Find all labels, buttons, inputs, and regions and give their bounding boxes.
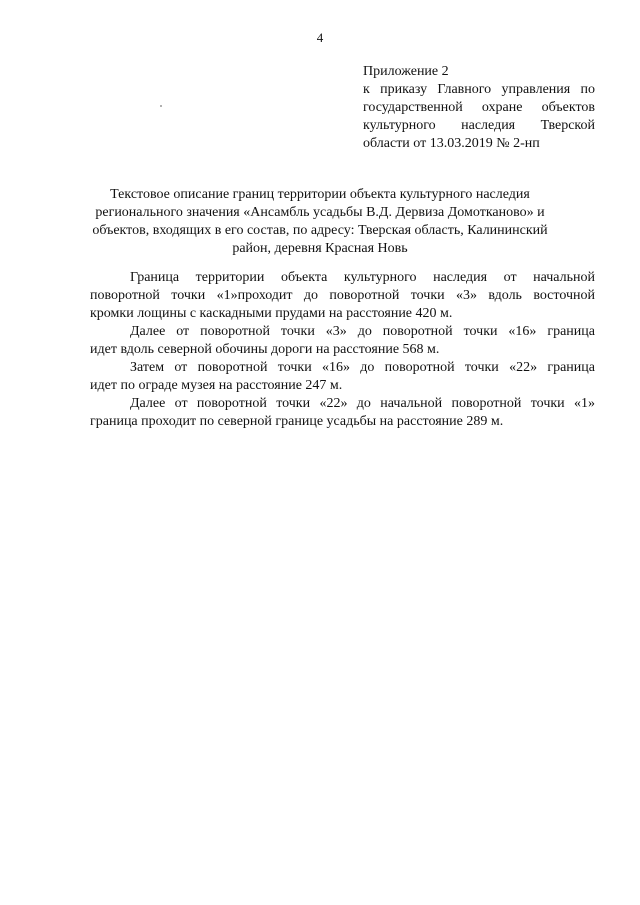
heading-line: район, деревня Красная Новь: [232, 241, 408, 256]
scan-speck: [160, 105, 162, 107]
paragraph-line: поворотной точки «1»проходит до поворотной точки «3» вдоль восточной: [90, 288, 595, 303]
appendix-line: культурного наследия Тверской: [363, 118, 595, 133]
paragraph: [90, 395, 595, 431]
paragraph-line: Граница территории объекта культурного наследия от начальной: [130, 270, 595, 285]
paragraph-line: идет вдоль северной обочины дороги на расстояние 568 м.: [90, 342, 440, 357]
heading-line: регионального значения «Ансамбль усадьбы В.Д. Дервиза Домотканово» и: [95, 205, 545, 220]
heading-line: объектов, входящих в его состав, по адресу: Тверская область, Калининский: [92, 223, 548, 238]
paragraph-line: Далее от поворотной точки «3» до поворотной точки «16» граница: [130, 324, 595, 339]
appendix-line: области от 13.03.2019 № 2-нп: [363, 136, 540, 151]
document-body: [90, 269, 595, 431]
paragraph-line: Далее от поворотной точки «22» до начальной поворотной точки «1»: [130, 396, 595, 411]
appendix-line: к приказу Главного управления по: [363, 82, 595, 97]
paragraph-line: граница проходит по северной границе усадьбы на расстояние 289 м.: [90, 414, 504, 429]
document-heading: [90, 186, 550, 258]
paragraph: [90, 323, 595, 359]
paragraph-line: Затем от поворотной точки «16» до поворотной точки «22» граница: [130, 360, 595, 375]
appendix-line: Приложение 2: [363, 64, 449, 79]
appendix-line: государственной охране объектов: [363, 100, 595, 115]
paragraph-line: идет по ограде музея на расстояние 247 м.: [90, 378, 343, 393]
paragraph: [90, 269, 595, 323]
paragraph-line: кромки лощины с каскадными прудами на расстояние 420 м.: [90, 306, 453, 321]
paragraph: [90, 359, 595, 395]
page-number: 4: [316, 30, 324, 45]
heading-line: Текстовое описание границ территории объекта культурного наследия: [110, 187, 530, 202]
appendix-reference: [363, 63, 595, 153]
